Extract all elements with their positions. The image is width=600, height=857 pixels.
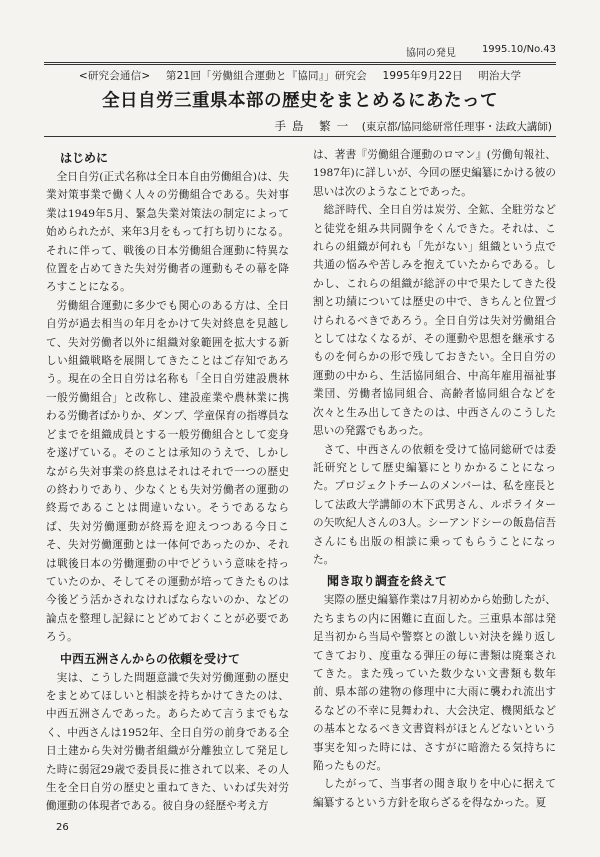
author-line <box>274 118 552 134</box>
article-title: 全日自労三重県本部の歴史をまとめるにあたって <box>102 91 498 111</box>
event-date: 1995年9月22日 <box>382 70 463 82</box>
paragraph: は、著書『労働組合運動のロマン』(労働旬報社、1987年)に詳しいが、今回の歴史編纂にかける彼の思いは次のようなことであった。 <box>313 149 556 198</box>
section-tag: <研究会通信> <box>78 70 151 82</box>
left-column <box>46 146 289 816</box>
title-rule <box>44 136 556 137</box>
paragraph: 総評時代、全日自労は炭労、全鉱、全駐労などと徒党を組み共同闘争をくんできた。それは、これらの組織が何れも「先がない」組織という点で共通の悩みや苦しみを抱えていたからである。しかし、これらの組織が総評の中で果たしてきた役割と功績については歴史の中で、きちんと位置づけられるべきであろう。全日自労は失対労働組合としてはなくなるが、その運動や思想を継承するものを何らかの形で残しておきたい。全日自労の運動の中から、生活協同組合、中高年雇用福祉事業団、労働者協同組合、高齢者協同組合などを次々と生み出してきたのは、中西さんのこうした思いの発露でもあった。 <box>313 204 556 438</box>
session-line <box>44 68 556 83</box>
paragraph: さて、中西さんの依頼を受けて協同総研では委託研究として歴史編纂にとりかかることになった。プロジェクトチームのメンバーは、私を座長として法政大学講師の木下武男さん、ルポライターの矢吹紀人さんの3人。シーアンドシーの飯島信吾さんにも出版の相談に乗ってもらうことになった。 <box>313 443 556 566</box>
issue-number: 1995.10/No.43 <box>481 44 556 55</box>
event-name: 第21回「労働組合運動と『協同』」研究会 <box>165 70 367 82</box>
paragraph: 労働組合運動に多少でも関心のある方は、全日自労が過去相当の年月をかけて失対終息を見越して、失対労働者以外に組織対象範囲を拡大する新しい組織戦略を展開してきたことはご存知であろう。現在の全日自労は名称も「全日自労建設農林一般労働組合」と改称し、建設産業や農林業に携わる労働者ばかりか、ダンプ、学童保育の指導員などまでを組織成員とする一般労働組合として変身を遂げている。そのことは承知のうえで、しかしながら失対事業の終息はそれはそれで一つの歴史の終わりであり、少なくとも失対労働者の運動の終焉であることは間違いない。そうであるならば、失対労働運動が終焉を迎えつつある今日こそ、失対労働運動とは一体何であったのか、それは戦後日本の労働運動の中でどういう意味を持っていたのか、そしてその運動が培ってきたものは今後どう活かされなければならないのか、などの論点を整理し記録にとどめておくことが必要であろう。 <box>46 299 289 644</box>
running-header <box>406 44 556 59</box>
journal-name: 協同の発見 <box>405 48 456 59</box>
author-name: 手島 繁一 <box>274 119 355 133</box>
paragraph: したがって、当事者の聞き取りを中心に据えて編纂するという方針を取らざるを得なかった。夏 <box>313 778 556 809</box>
event-venue: 明治大学 <box>478 70 522 82</box>
section-heading: 聞き取り調査を終えて <box>327 574 448 589</box>
top-rule <box>44 62 556 65</box>
right-column <box>313 146 556 816</box>
page-number: 26 <box>56 822 69 833</box>
section-heading: 中西五洲さんからの依頼を受けて <box>60 651 241 666</box>
article-body <box>46 146 556 816</box>
paragraph: 実は、こうした問題意識で失対労働運動の歴史をまとめてほしいと相談を持ちかけてきたのは、中西五洲さんであった。あらためて言うまでもなく、中西さんは1952年、全日自労の前身である全日土建から失対労働者組織が分離独立して発足した時に弱冠29歳で委員長に推されて以来、その人生を全日自労の歴史と重ねてきた、いわば失対労働運動の体現者である。彼自身の経歴や考え方 <box>46 671 289 813</box>
paragraph: 実際の歴史編纂作業は7月初めから始動したが、たちまちの内に困難に直面した。三重県本部は発足当初から当局や警察との激しい対決を繰り返してきており、度重なる弾圧の毎に書類は廃棄されてきた。また残っていた数少ない文書類も数年前、県本部の建物の修理中に大雨に襲われ流出するなどの不幸に見舞われ、大会決定、機関紙などの基本となるべき文書資料がほとんどないという事実を知った時には、さすがに暗澹たる気持ちに陥ったものだ。 <box>313 594 556 772</box>
section-heading: はじめに <box>60 151 109 165</box>
author-affiliation: (東京都/協同総研常任理事・法政大講師) <box>361 121 552 133</box>
paragraph: 全日自労(正式名称は全日本自由労働組合)は、失業対策事業で働く人々の労働組合である。失対事業は1949年5月、緊急失業対策法の制定によって始められたが、来年3月をもって打ち切りになる。それに伴って、戦後の日本労働組合運動に特異な位置を占めてきた失対労働者の運動もその幕を降ろすことになる。 <box>46 171 289 294</box>
